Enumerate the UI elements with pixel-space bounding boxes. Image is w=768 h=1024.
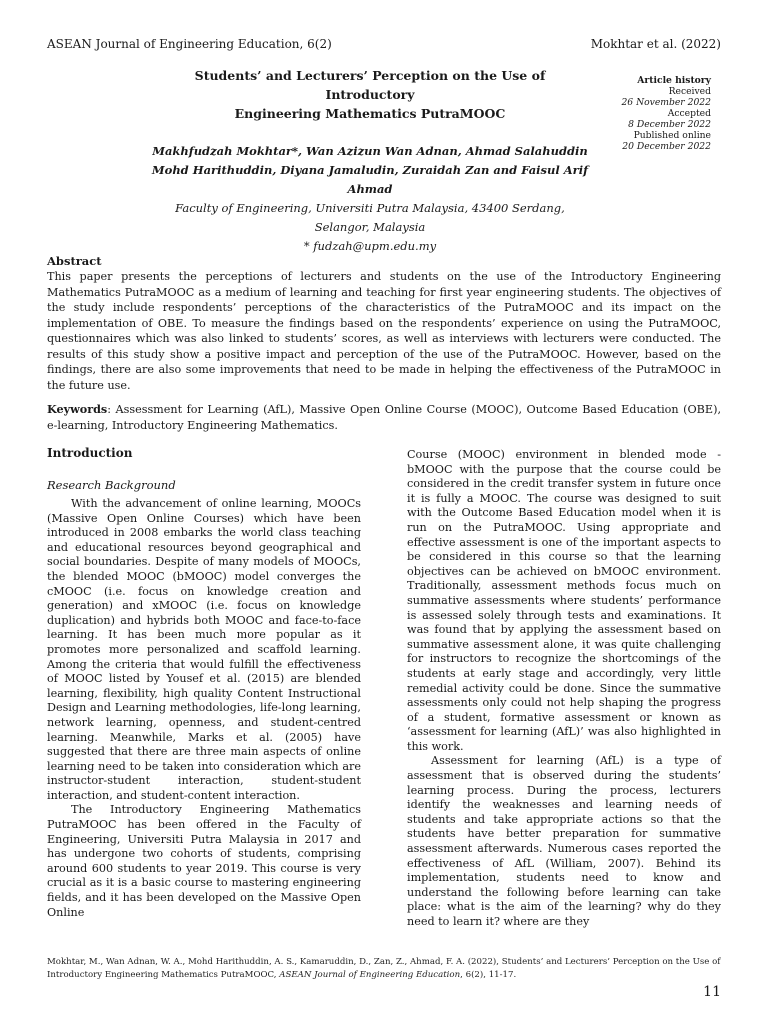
citation-tail: , 6(2), 11-17. [460,970,517,980]
citation-main: Mokhtar, M., Wan Adnan, W. A., Mohd Harithuddin, A. S., Kamaruddin, D., Zan, Z., Ahmad, F. A. (2022), Students’ and Lecturers’ Perception on the Use of Introductory Engineering Mathematics PutraMOOC, [47,957,721,980]
affiliation-line-1: Faculty of Engineering, Universiti Putra Malaysia, 43400 Serdang, [175,201,565,215]
published-date: 20 December 2022 [622,141,711,152]
keywords [47,402,721,433]
accepted-date: 8 December 2022 [628,119,711,130]
received-date: 26 November 2022 [621,97,711,108]
article-history [601,75,711,152]
citation-journal: ASEAN Journal of Engineering Education [279,970,461,980]
paragraph: Course (MOOC) environment in blended mode - bMOOC with the purpose that the course could be considered in the credit transfer system in future once it is fully a MOOC. The course was designed to suit with the Outcome Based Education model when it is run on the PutraMOOC. Using appropriate and effective assessment is one of the important aspects to be considered in this course so that the learning objectives can be achieved on bMOOC environment. Traditionally, assessment methods focus much on summative assessments where students’ performance is assessed solely through tests and examinations. It was found that by applying the assessment based on summative assessment alone, it was quite challenging for instructors to recognize the shortcomings of the students at early stage and accordingly, very little remedial activity could be done. Since the summative assessments only could not help shaping the progress of a student, formative assessment or known as ‘assessment for learning (AfL)’ was also highlighted in this work. [407,448,721,753]
abstract-heading: Abstract [47,254,102,268]
authors-line-3: Ahmad [347,182,393,196]
title-block [150,66,590,256]
accepted-label: Accepted [667,108,711,119]
authors-line-1: Makhfudzah Mokhtar*, Wan Azizun Wan Adnan, Ahmad Salahuddin [152,144,588,158]
journal-name: ASEAN Journal of Engineering Education, 6(2) [47,37,332,51]
affiliation-line-2: Selangor, Malaysia [314,220,426,234]
title-line-2: Engineering Mathematics PutraMOOC [234,106,506,121]
title-line-1: Students’ and Lecturers’ Perception on the Use of Introductory [194,68,546,102]
paragraph: With the advancement of online learning, MOOCs (Massive Open Online Courses) which have been introduced in 2008 embarks the world class teaching and educational resources beyond geographical and social boundaries. Despite of many models of MOOCs, the blended MOOC (bMOOC) model converges the cMOOC (i.e. focus on knowledge creation and generation) and xMOOC (i.e. focus on knowledge duplication) and hybrids both MOOC and face-to-face learning. It has been much more popular as it promotes more personalized and scaffold learning. Among the criteria that would fulfill the effectiveness of MOOC listed by Yousef et al. (2015) are blended learning, flexibility, high quality Content Instructional Design and Learning methodologies, life-long learning, network learning, openness, and student-centred learning. Meanwhile, Marks et al. (2005) have suggested that there are three main aspects of online learning need to be taken into consideration which are instructor-student interaction, student-student interaction, and student-content interaction. [47,497,361,802]
authors-line-2: Mohd Harithuddin, Diyana Jamaludin, Zuraidah Zan and Faisul Arif [151,163,589,177]
received-label: Received [668,86,711,97]
keywords-text: : Assessment for Learning (AfL), Massive Open Online Course (MOOC), Outcome Based Education (OBE), e-learning, Introductory Engineering Mathematics. [47,403,721,432]
running-head [47,37,721,53]
author-list [150,142,590,199]
left-column [47,445,361,920]
corresponding-email[interactable]: * fudzah@upm.edu.my [303,239,437,253]
research-background-subheading: Research Background [47,478,176,492]
affiliation [150,199,590,237]
introduction-heading: Introduction [47,446,133,460]
paper-title [150,66,590,123]
paragraph: Assessment for learning (AfL) is a type of assessment that is observed during the students’ learning process. During the process, lecturers identify the weaknesses and learning needs of students and take appropriate actions so that the students have better preparation for summative assessment afterwards. Numerous cases reported the effectiveness of AfL (William, 2007). Behind its implementation, students need to know and understand the following before learning can take place: what is the aim of the learning? why do they need to learn it? where are they [407,754,721,928]
abstract-text: This paper presents the perceptions of lecturers and students on the use of the Introductory Engineering Mathematics PutraMOOC as a medium of learning and teaching for first year engineering students. The objectives of the study include respondents’ perceptions of the characteristics of the PutraMOOC and its impact on the implementation of OBE. To measure the findings based on the respondents’ experience on using the PutraMOOC, questionnaires which was also linked to students’ scores, as well as interviews with lecturers were conducted. The results of this study show a positive impact and perception of the use of the PutraMOOC. However, based on the findings, there are also some improvements that need to be made in helping the effectiveness of the PutraMOOC in the future use. [47,270,721,392]
right-column [407,448,721,930]
paragraph: The Introductory Engineering Mathematics PutraMOOC has been offered in the Faculty of Engineering, Universiti Putra Malaysia in 2017 and has undergone two cohorts of students, comprising around 600 students to year 2019. This course is very crucial as it is a basic course to mastering engineering fields, and it has been developed on the Massive Open Online [47,803,361,919]
published-label: Published online [633,130,711,141]
keywords-label: Keywords [47,402,108,416]
author-year: Mokhtar et al. (2022) [590,37,721,51]
abstract-section [47,254,721,393]
citation-footer [47,956,721,982]
article-history-heading: Article history [637,75,711,86]
page-number: 11 [703,984,721,1000]
